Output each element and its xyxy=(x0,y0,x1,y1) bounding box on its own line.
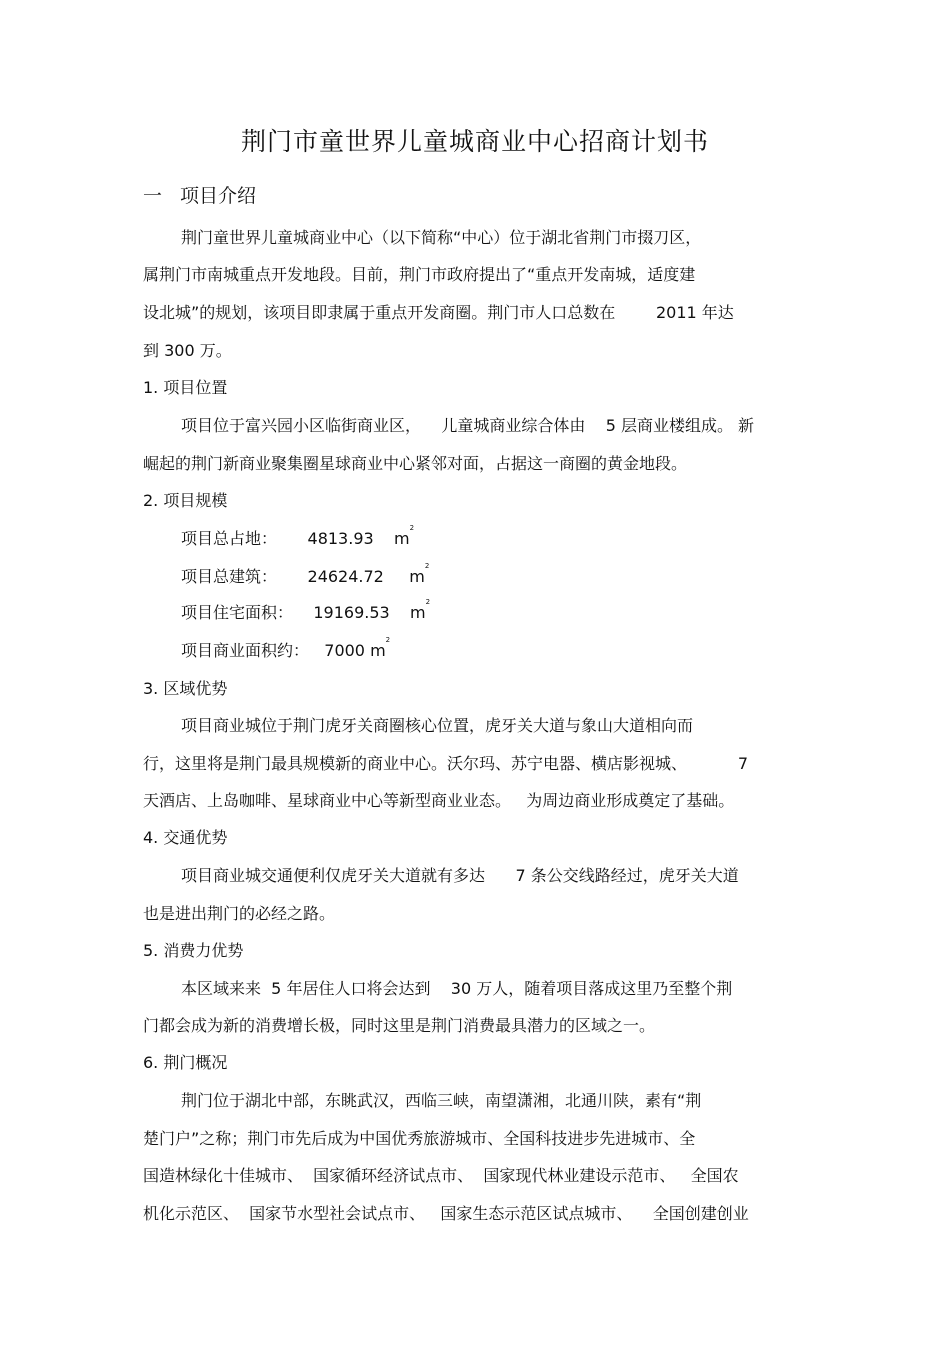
regional-line: 天酒店、上岛咖啡、星球商业中心等新型商业业态。 为周边商业形成奠定了基础。 xyxy=(143,791,735,810)
spec-text: 项目总占地： 4813.93 m xyxy=(181,529,410,548)
unit-superscript: 2 xyxy=(385,636,391,644)
heading-project-scale: 2. 项目规模 xyxy=(143,491,228,510)
section-label: 项目介绍 xyxy=(180,185,257,207)
intro-line: 到 300 万。 xyxy=(143,341,232,360)
section-number: 一 xyxy=(143,185,163,207)
regional-line: 行，这里将是荆门最具规模新的商业中心。沃尔玛、苏宁电器、横店影视城、 7 xyxy=(143,754,749,773)
document-title: 荆门市童世界儿童城商业中心招商计划书 xyxy=(240,127,709,156)
intro-line: 荆门童世界儿童城商业中心（以下简称“中心）位于湖北省荆门市掇刀区， xyxy=(181,228,702,247)
traffic-line: 项目商业城交通便利仅虎牙关大道就有多达 7 条公交线路经过，虎牙关大道 xyxy=(181,866,739,885)
spec-commercial-area xyxy=(181,638,390,661)
overview-line: 机化示范区、 国家节水型社会试点市、 国家生态示范区试点城市、 全国创建创业 xyxy=(143,1204,749,1223)
spec-text: 项目总建筑： 24624.72 m xyxy=(181,567,425,586)
intro-line: 设北城”的规划，该项目即隶属于重点开发商圈。荆门市人口总数在 2011 年达 xyxy=(143,303,734,322)
overview-line: 楚门户”之称；荆门市先后成为中国优秀旅游城市、全国科技进步先进城市、全 xyxy=(143,1129,696,1148)
consumption-line: 门都会成为新的消费增长极，同时这里是荆门消费最具潜力的区域之一。 xyxy=(143,1016,656,1035)
heading-traffic-advantage: 4. 交通优势 xyxy=(143,828,228,847)
consumption-line: 本区域来来 5 年居住人口将会达到 30 万人，随着项目落成这里乃至整个荆 xyxy=(181,979,733,998)
spec-total-building xyxy=(181,564,429,587)
regional-line: 项目商业城位于荆门虎牙关商圈核心位置，虎牙关大道与象山大道相向而 xyxy=(181,716,694,735)
location-line: 项目位于富兴园小区临街商业区， 儿童城商业综合体由 5 层商业楼组成。 新 xyxy=(181,416,755,435)
overview-line: 荆门位于湖北中部，东眺武汉，西临三峡，南望潇湘，北通川陕，素有“荆 xyxy=(181,1091,702,1110)
unit-superscript: 2 xyxy=(425,598,431,606)
spec-text: 项目商业面积约： 7000 m xyxy=(181,641,386,660)
heading-consumption-advantage: 5. 消费力优势 xyxy=(143,941,244,960)
heading-project-location: 1. 项目位置 xyxy=(143,378,228,397)
location-line: 崛起的荆门新商业聚集圈星球商业中心紧邻对面，占据这一商圈的黄金地段。 xyxy=(143,454,688,473)
spec-text: 项目住宅面积： 19169.53 m xyxy=(181,603,426,622)
section-heading-project-intro xyxy=(143,181,256,208)
heading-jingmen-overview: 6. 荆门概况 xyxy=(143,1053,228,1072)
spec-residential-area xyxy=(181,600,430,623)
spec-total-land xyxy=(181,526,414,549)
traffic-line: 也是进出荆门的必经之路。 xyxy=(143,904,336,923)
overview-line: 国造林绿化十佳城市、 国家循环经济试点市、 国家现代林业建设示范市、 全国农 xyxy=(143,1166,739,1185)
intro-line: 属荆门市南城重点开发地段。目前，荆门市政府提出了“重点开发南城，适度建 xyxy=(143,265,696,284)
unit-superscript: 2 xyxy=(424,562,430,570)
unit-superscript: 2 xyxy=(409,524,415,532)
heading-regional-advantage: 3. 区域优势 xyxy=(143,679,228,698)
